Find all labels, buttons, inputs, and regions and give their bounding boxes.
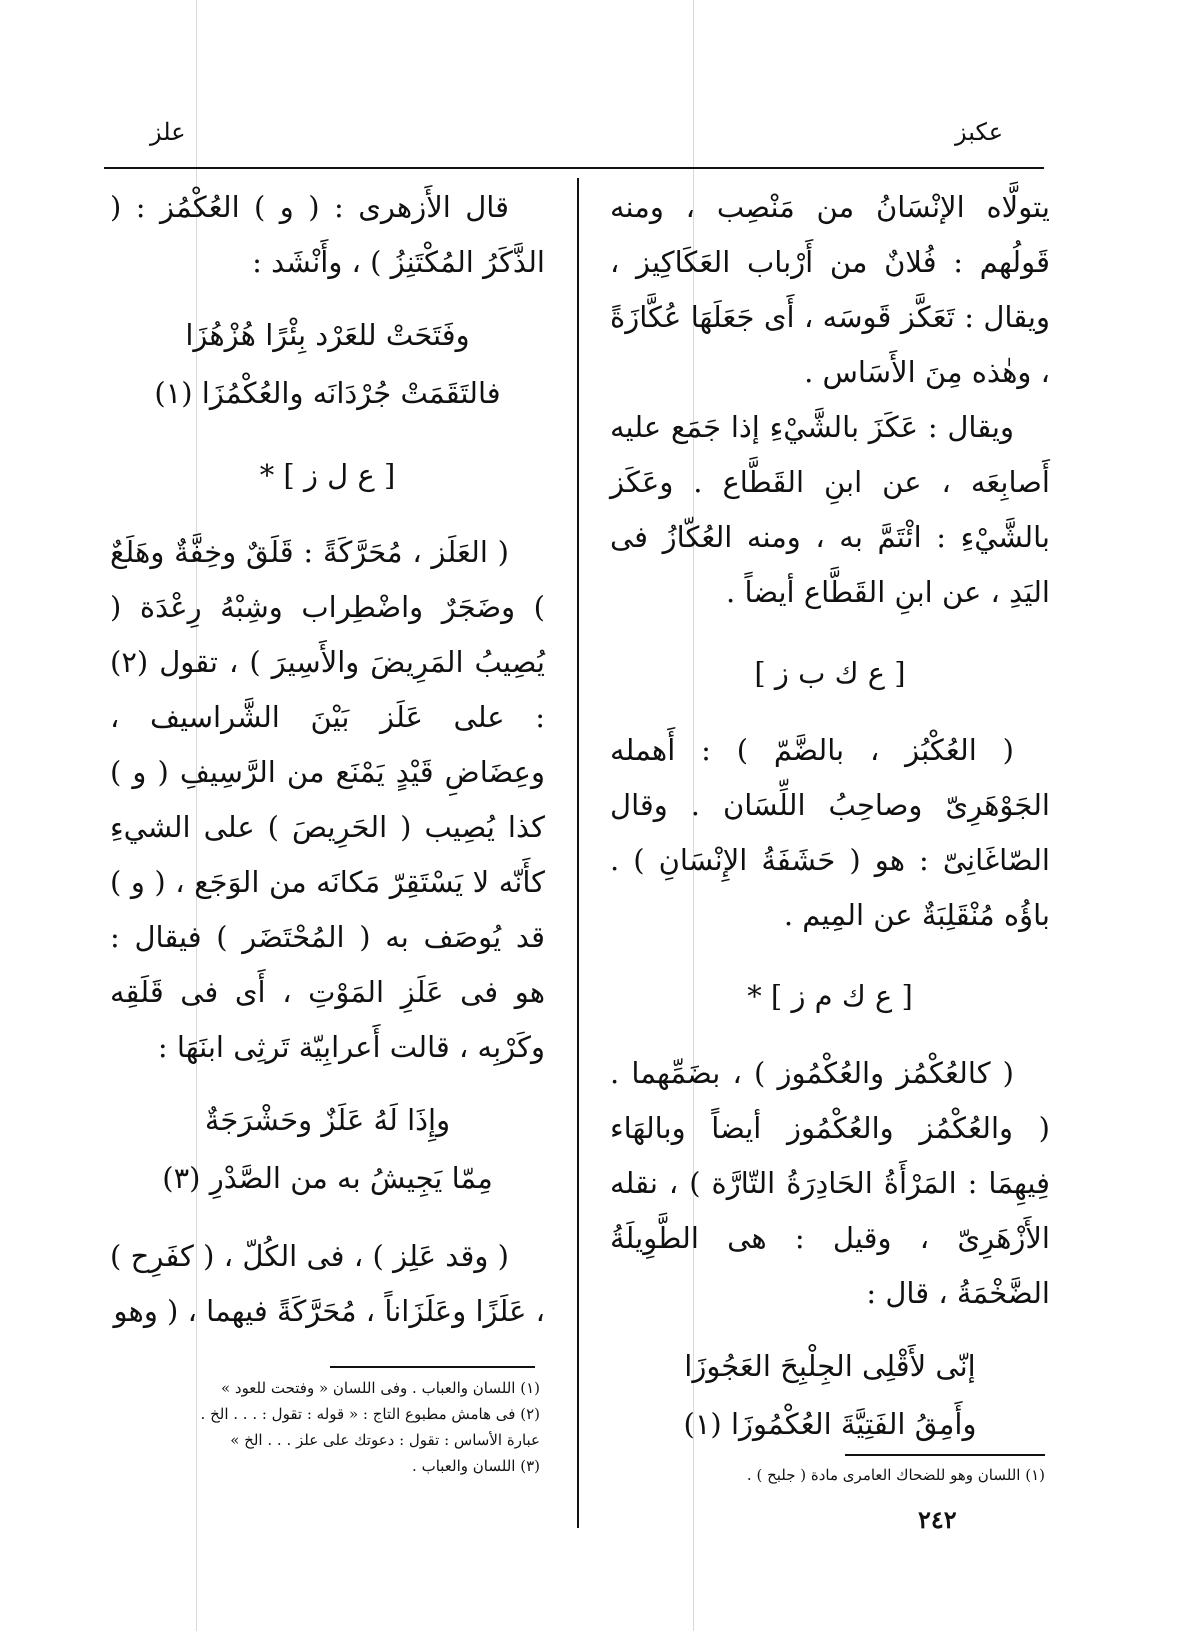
verse-line: مِمّا يَجِيشُ به من الصَّدْرِ (٣) <box>162 1161 493 1195</box>
footnotes-left <box>130 1375 540 1479</box>
footnote: (٣) اللسان والعباب . <box>412 1457 540 1475</box>
verse <box>610 1337 1050 1453</box>
verse-line: وإِذَا لَهُ عَلَزٌ وحَشْرَجَةٌ <box>204 1103 451 1137</box>
footnote: (١) اللسان وهو للضحاك العامرى مادة ( جلبح ) . <box>746 1466 1045 1484</box>
footnote: (١) اللسان والعباب . وفى اللسان « وفتحت للعود » <box>220 1379 540 1397</box>
footnote-rule <box>330 1366 535 1368</box>
verse-line: وفَتَحَتْ للعَرْد بِئْرًا هُزْهُزَا <box>185 318 470 352</box>
verse-line: وأَمِقُ الفَتِيَّةَ العُكْمُوزَا (١) <box>683 1407 977 1441</box>
right-column <box>610 180 1050 1475</box>
header-rule <box>104 167 1044 169</box>
paragraph: ( كالعُكْمُز والعُكْمُوز ) ، بضَمِّهما . ( والعُكْمُز والعُكْمُوز أيضاً وبالهَاء فِيهِمَا : المَرْأَةُ الحَادِرَةُ التّارَّة ) ، نقله الأَزْهَرِىّ ، وقيل : هى الطَّوِيلَةُ الضَّخْمَةُ ، قال : <box>610 1056 1050 1310</box>
entry-heading: [ ع ك م ز ] * <box>747 979 913 1013</box>
verse <box>110 306 545 422</box>
header-entry-word-left: علز <box>150 118 186 146</box>
paragraph: ( وقد عَلِز ) ، فى الكُلّ ، ( كفَرِح ) ، عَلَزًا وعَلَزَاناً ، مُحَرَّكَةً فيهما ، ( وهو <box>110 1239 545 1328</box>
column-divider <box>577 178 579 1528</box>
verse <box>110 1091 545 1207</box>
footnote: عبارة الأساس : تقول : دعوتك على علز . . . الخ » <box>230 1431 540 1449</box>
left-column <box>110 180 545 1339</box>
paragraph: يتولَّاه الإنْسَانُ من مَنْصِب ، ومنه قَولُهم : فُلانٌ من أَرْباب العَكَاكِيز ، ويقال : تَعَكَّز قَوسَه ، أَى جَعَلَهَا عُكَّازَةً ، وهٰذه مِنَ الأَسَاس . <box>610 190 1050 389</box>
header-entry-word-right: عكبز <box>955 118 1004 146</box>
paragraph: قال الأَزهرى : ( و ) العُكْمُز : ( الذَّكَرُ المُكْتَنِزُ ) ، وأَنْشَد : <box>110 190 545 279</box>
verse-line: فالتَقَمَتْ جُرْدَانَه والعُكْمُزَا (١) <box>154 376 501 410</box>
paragraph: ( العُكْبُز ، بالضَّمّ ) : أَهمله الجَوْهَرِىّ وصاحِبُ اللِّسَان . وقال الصّاغَانِىّ : هو ( حَشَفَةُ الإِنْسَانِ ) . باؤُه مُنْقَلِبَةٌ عن المِيم . <box>610 733 1050 932</box>
footnote: (٢) فى هامش مطبوع التاج : « قوله : تقول : . . . الخ . <box>200 1405 540 1423</box>
paragraph: ويقال : عَكَزَ بالشَّيْءِ إذا جَمَع عليه أَصابِعَه ، عن ابنِ القَطَّاع . وعَكَز بالشَّيْءِ : ائْتَمَّ به ، ومنه العُكّازُ فى اليَدِ ، عن ابنِ القَطَّاع أيضاً . <box>610 410 1050 609</box>
entry-heading: [ ع ك ب ز ] <box>754 656 906 690</box>
entry-heading: [ ع ل ز ] * <box>259 458 396 492</box>
page-number: ٢٤٢ <box>918 1505 957 1534</box>
footnote-rule <box>845 1454 1045 1456</box>
paragraph: ( العَلَز ، مُحَرَّكَةً : قَلَقٌ وخِفَّةٌ وهَلَعٌ ) وضَجَرٌ واضْطِراب وشِبْهُ رِعْدَة ( يُصِيبُ المَرِيضَ والأَسِيرَ ) ، تقول (٢) : على عَلَز بَيْنَ الشَّراسيف ، وعِضَاضِ قَيْدٍ يَمْنَع من الرَّسِيفِ ( و ) كذا يُصِيب ( الحَرِيصَ ) على الشيءِ كأَنّه لا يَسْتَقِرّ مَكانَه من الوَجَع ، ( و ) قد يُوصَف به ( المُحْتَضَر ) فيقال : هو فى عَلَزِ المَوْتِ ، أَى فى قَلَقِه وكَرْبِه ، قالت أَعرابِيّة تَرثِى ابنَهَا : <box>110 535 545 1064</box>
footnotes-right <box>625 1462 1045 1488</box>
verse-line: إنّى لأَقْلِى الجِلْبِحَ العَجُوزَا <box>684 1349 976 1383</box>
